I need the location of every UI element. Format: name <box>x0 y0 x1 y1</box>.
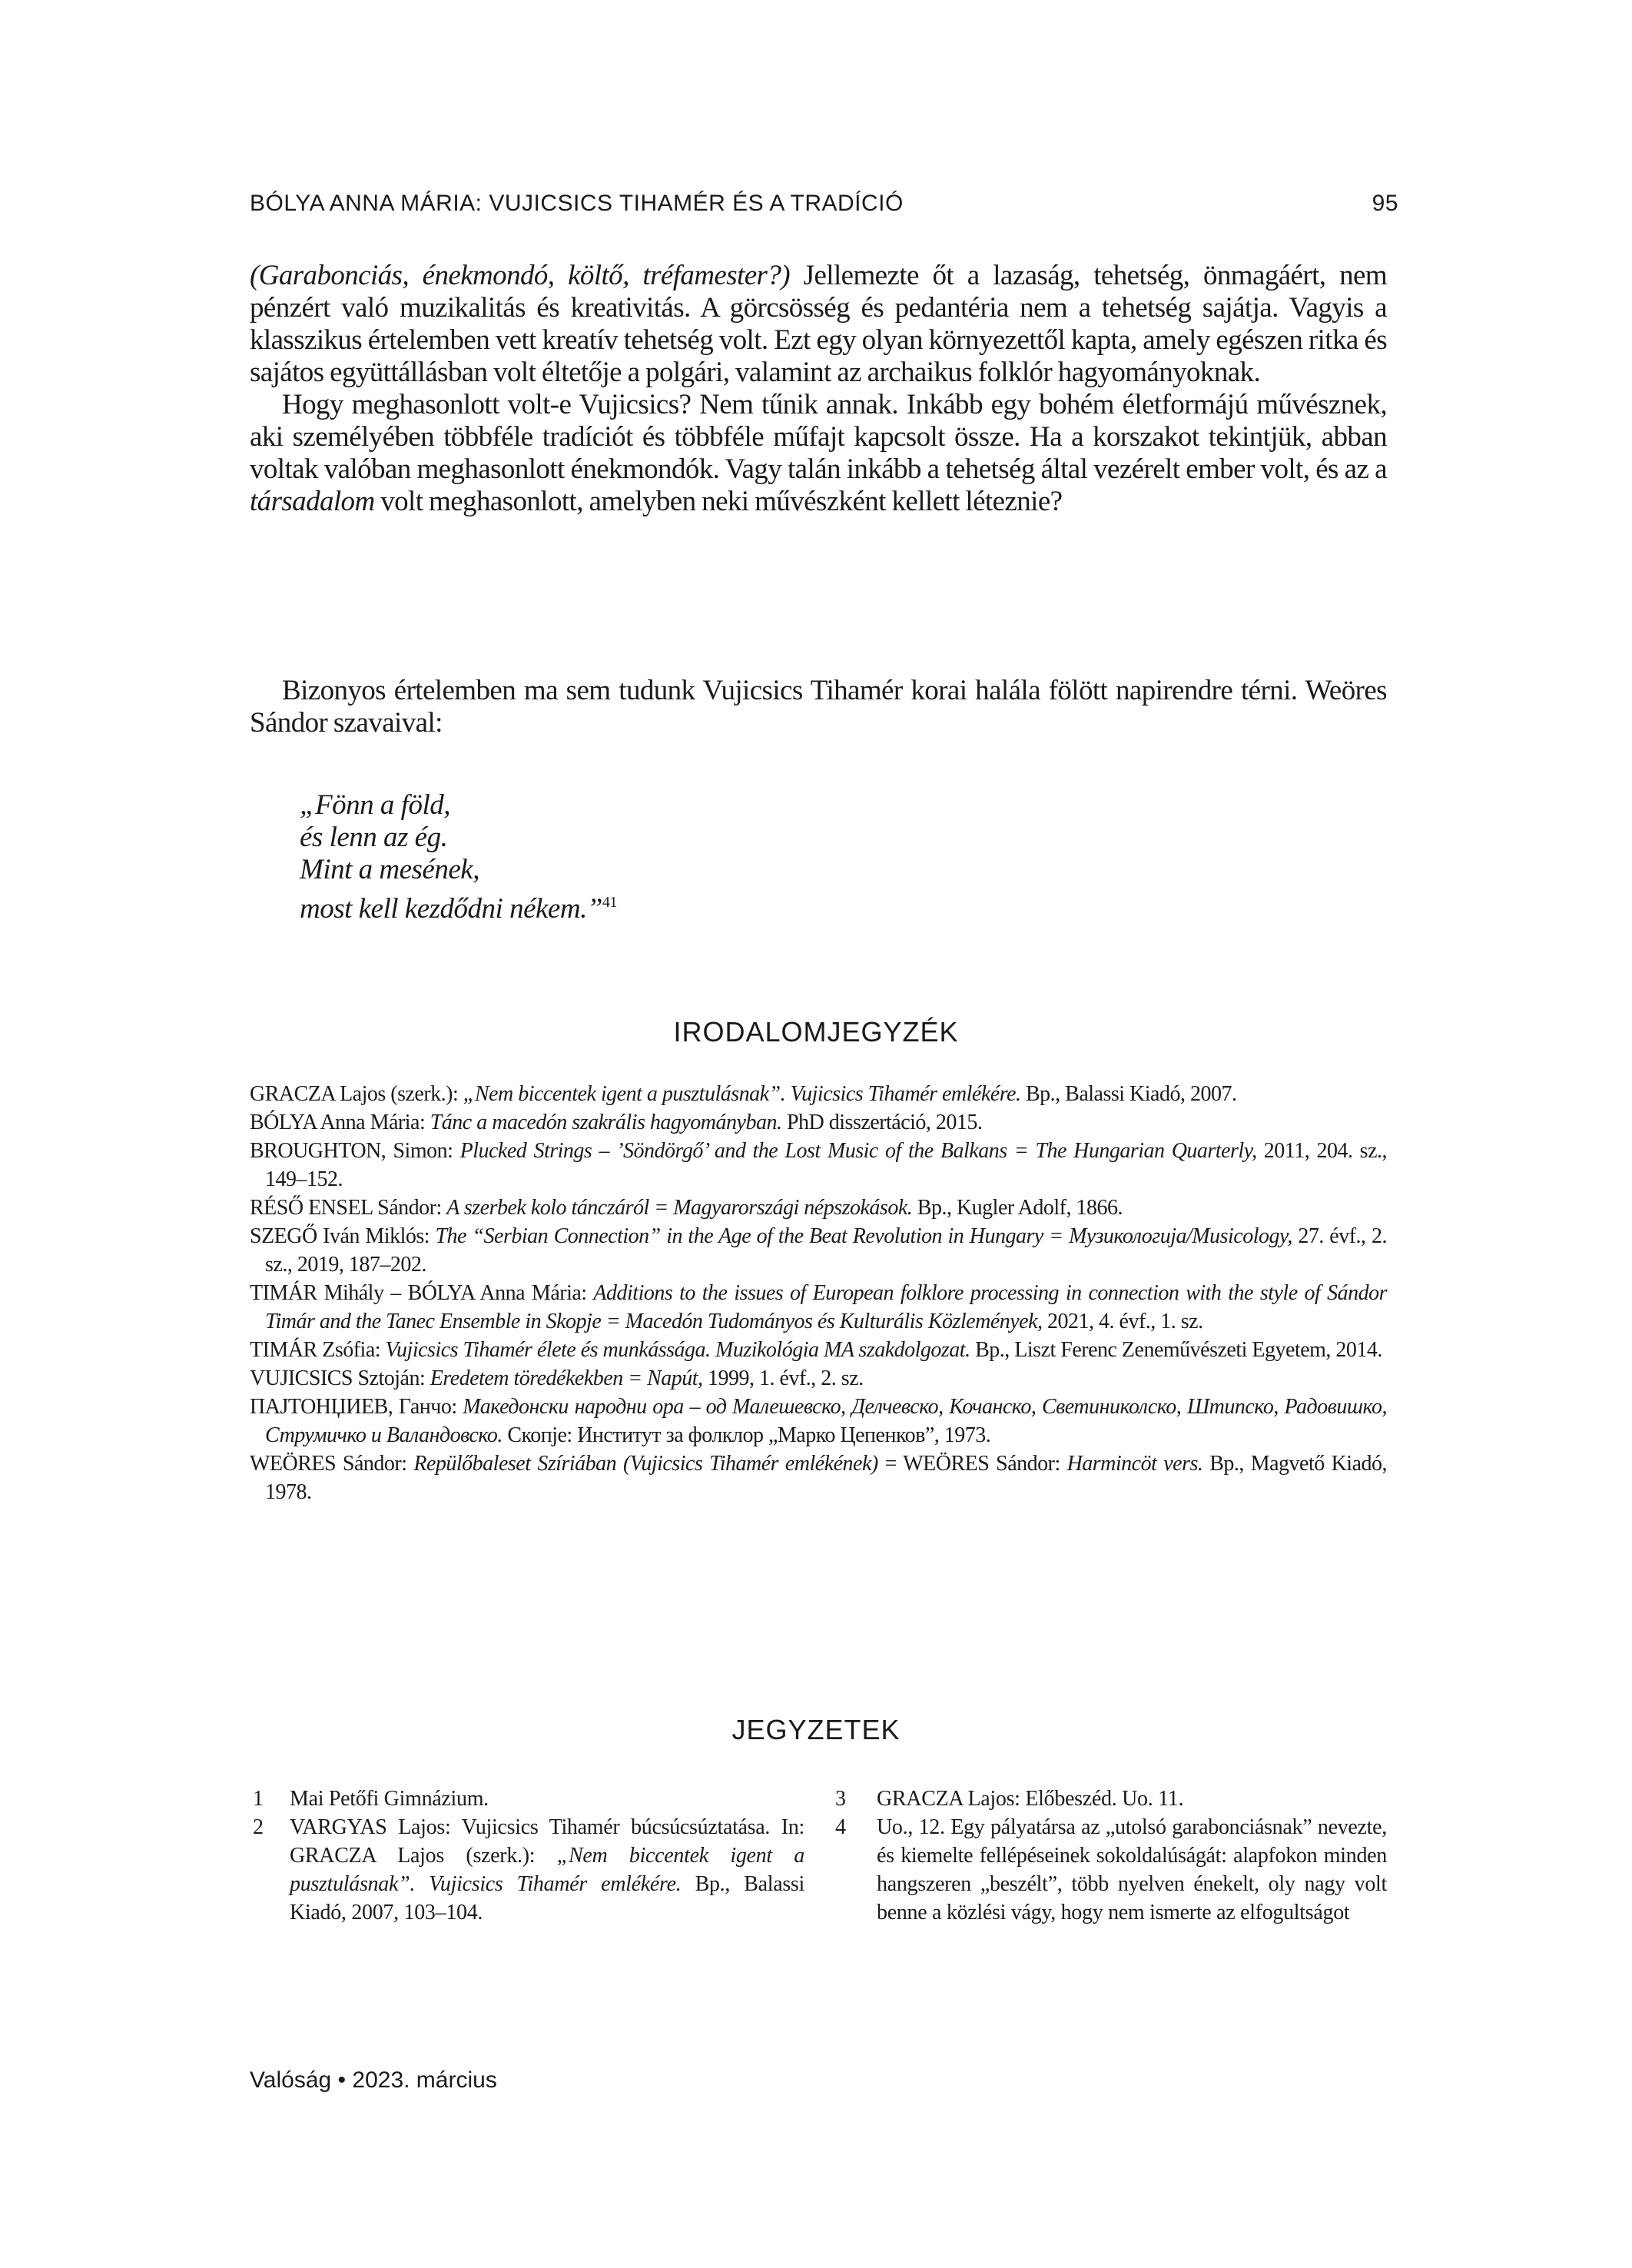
issue-date: 2023. március <box>352 2067 497 2093</box>
footnote-reference: 41 <box>602 894 617 911</box>
bibliography-entry: WEÖRES Sándor: Repülőbaleset Szíriában (Vujicsics Tihamér emlékének) = WEÖRES Sándor: Harmincöt vers. Bp., Magvető Kiadó, 1978. <box>250 1452 1387 1504</box>
paragraph-text: Jellemezte őt a lazaság, tehetség, önmagáért, nem pénzért való muzikalitás és kreativitás. A görcsösség és pedantéria nem a tehetség sajátja. Vagyis a klasszikus értelemben vett kreatív tehetség volt. Ezt egy olyan környezettől kapta, amely egészen ritka és sajátos együttállásban volt éltetője a polgári, valamint az archaikus folklór hagyományoknak. <box>250 260 1387 388</box>
paragraph-text: volt meghasonlott, amelyben neki művészként kellett léteznie? <box>374 486 1063 517</box>
endnote-number: 4 <box>835 1815 846 1839</box>
bibliography-entry: BÓLYA Anna Mária: Tánc a macedón szakrális hagyományban. PhD disszertáció, 2015. <box>250 1111 983 1134</box>
body-text-block <box>250 675 1387 739</box>
endnote <box>832 1813 1387 1927</box>
poem-quote <box>300 789 617 925</box>
endnote-number: 1 <box>253 1787 264 1811</box>
bibliography-entry: BROUGHTON, Simon: Plucked Strings – ’Söndörgő’ and the Lost Music of the Balkans = The Hungarian Quarterly, 2011, 204. sz., 149–152. <box>250 1139 1388 1191</box>
poem-line: „Fönn a föld, <box>300 789 450 821</box>
endnote <box>832 1785 1387 1813</box>
endnote-text: GRACZA Lajos: Előbeszéd. Uo. 11. <box>877 1787 1184 1811</box>
poem-line: és lenn az ég. <box>300 822 448 853</box>
bibliography-entry: SZEGŐ Iván Miklós: The “Serbian Connection” in the Age of the Beat Revolution in Hungary = Музикологиjа/Musicology, 27. évf., 2. sz., 2019, 187–202. <box>250 1224 1387 1277</box>
poem-line <box>300 886 617 925</box>
bibliography-list <box>250 1080 1387 1506</box>
paragraph: Bizonyos értelemben ma sem tudunk Vujicsics Tihamér korai halála fölött napirendre térni. Weöres Sándor szavaival: <box>250 675 1387 739</box>
endnote <box>250 1785 804 1813</box>
endnote-number: 2 <box>253 1815 264 1839</box>
endnote-number: 3 <box>835 1787 846 1811</box>
paragraph <box>250 260 1387 389</box>
bibliography-entry: GRACZA Lajos (szerk.): „Nem biccentek igent a pusztulásnak”. Vujicsics Tihamér emlékére. Bp., Balassi Kiadó, 2007. <box>250 1082 1237 1106</box>
poem-line-text: most kell kezdődni nékem.” <box>300 893 602 925</box>
endnote <box>250 1813 804 1927</box>
bibliography-entry: VUJICSICS Sztoján: Eredetem töredékekben = Napút, 1999, 1. évf., 2. sz. <box>250 1366 864 1390</box>
endnote-text: Mai Petőfi Gimnázium. <box>290 1787 489 1811</box>
bibliography-entry: TIMÁR Mihály – BÓLYA Anna Mária: Additions to the issues of European folklore processing in connection with the style of Sándor Timár and the Tanec Ensemble in Skopje = Macedón Tudományos és Kulturális Közlemények, 2021, 4. évf., 1. sz. <box>250 1281 1387 1333</box>
endnote-text: VARGYAS Lajos: Vujicsics Tihamér búcsúcsúztatása. In: GRACZA Lajos (szerk.): „Nem biccentek igent a pusztulásnak”. Vujicsics Tihamér emlékére. Bp., Balassi Kiadó, 2007, 103–104. <box>290 1815 804 1924</box>
paragraph-text: Hogy meghasonlott volt-e Vujicsics? Nem tűnik annak. Inkább egy bohém életformájú művésznek, aki személyében többféle tradíciót és többféle műfajt kapcsolt össze. Ha a korszakot tekintjük, abban voltak valóban meghasonlott énekmondók. Vagy talán inkább a tehetség által vezérelt ember volt, és az a <box>250 389 1387 485</box>
bibliography-entry: TIMÁR Zsófia: Vujicsics Tihamér élete és munkássága. Muzikológia MA szakdolgozat. Bp., Liszt Ferenc Zeneművészeti Egyetem, 2014. <box>250 1338 1382 1362</box>
body-text-block <box>250 260 1387 518</box>
running-title: BÓLYA ANNA MÁRIA: VUJICSICS TIHAMÉR ÉS A TRADÍCIÓ <box>250 191 904 216</box>
italic-word: társadalom <box>250 486 375 517</box>
paragraph <box>250 389 1387 518</box>
bibliography-heading: IRODALOMJEGYZÉK <box>673 1016 959 1048</box>
italic-phrase: (Garabonciás, énekmondó, költő, tréfamester?) <box>250 260 790 291</box>
poem-line: Mint a mesének, <box>300 854 479 885</box>
notes-column-right <box>832 1785 1387 1927</box>
journal-name: Valóság <box>250 2067 332 2093</box>
bibliography-entry: ПАЈТОНЏИЕВ, Ганчо: Македонски народни ора – од Малешевско, Делчевско, Кочанско, Светиниколско, Штипско, Радовишко, Струмичко и Валандовско. Скопје: Институт за фолклор „Марко Цепенков”, 1973. <box>250 1395 1387 1447</box>
notes-column-left <box>250 1785 804 1927</box>
running-header <box>250 191 1398 217</box>
bullet-separator: • <box>337 2067 347 2093</box>
endnote-text: Uo., 12. Egy pályatársa az „utolsó garabonciásnak” nevezte, és kiemelte fellépéseinek sokoldalúságát: alapfokon minden hangszeren „beszélt”, több nyelven énekelt, oly nagy volt benne a közlési vágy, hogy nem ismerte az elfogultságot <box>877 1815 1387 1924</box>
bibliography-entry: RÉSŐ ENSEL Sándor: A szerbek kolo tánczáról = Magyarországi népszokások. Bp., Kugler Adolf, 1866. <box>250 1196 1123 1220</box>
endnotes <box>250 1785 1387 1927</box>
page-number: 95 <box>1372 191 1398 216</box>
notes-heading: JEGYZETEK <box>731 1714 901 1745</box>
page-footer <box>250 2067 497 2094</box>
